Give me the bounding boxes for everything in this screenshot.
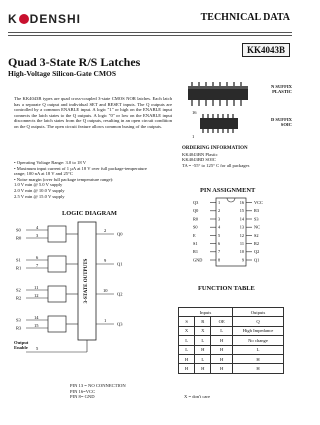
pin-number-left: 6: [218, 241, 221, 246]
table-cell: H: [195, 345, 211, 354]
table-cell: L: [179, 345, 195, 354]
output-label: Q0: [117, 231, 123, 237]
pin-number-right: 13: [239, 224, 244, 230]
latch-3: [26, 316, 114, 332]
table-cell: H: [211, 364, 233, 373]
input-pin-number: 15: [34, 323, 39, 328]
pin-name-left: S0: [193, 224, 198, 230]
pin-1-label: 1: [192, 134, 195, 139]
output-pin-number: 2: [104, 228, 107, 233]
logo-text-k: K: [8, 12, 18, 26]
pin-number-left: 7: [218, 249, 221, 255]
pin-name-right: Q1: [254, 257, 260, 263]
table-cell: H: [233, 364, 284, 373]
function-table-heading: FUNCTION TABLE: [198, 285, 255, 292]
table-cell: H: [211, 354, 233, 363]
table-row: [179, 364, 284, 373]
pin-name-right: NC: [254, 224, 260, 230]
table-row: [179, 326, 284, 335]
pin-notes: [70, 383, 126, 400]
pin-name-right: S2: [254, 232, 259, 238]
pin-name-left: GND: [193, 257, 203, 263]
feature-item: range; 100 nA at 18 V and 25°C: [14, 171, 73, 177]
table-cell: H: [195, 364, 211, 373]
output-pin-number: 10: [103, 288, 108, 293]
output-pin-number: 9: [104, 258, 107, 263]
table-cell: L: [211, 326, 233, 335]
n-type-text: PLASTIC: [272, 89, 292, 95]
column-header: R: [195, 317, 211, 326]
dont-care-note: X = don't care: [184, 394, 210, 399]
pin-16-label: 16: [192, 110, 197, 115]
input-label: S3: [16, 317, 21, 323]
pin-number-right: 15: [239, 208, 244, 214]
ic-notch-icon: [227, 198, 235, 202]
pin-note: PIN 8= GND: [70, 394, 95, 400]
table-cell: X: [179, 326, 195, 335]
table-cell: L: [179, 336, 195, 345]
feature-item: 2.5 V min @ 15.0 V supply: [14, 193, 65, 199]
pin-number-right: 12: [239, 232, 244, 238]
ordering-line: KK4043BD SOIC: [182, 157, 216, 163]
output-pin-number: 1: [104, 318, 107, 323]
pin-name-left: S1: [193, 241, 198, 246]
n-suffix-label: [271, 84, 292, 95]
table-cell: No change: [233, 336, 284, 345]
logo-text-denshi: DENSHI: [29, 12, 82, 26]
column-header: S: [179, 317, 195, 326]
pin-name-left: R0: [193, 216, 199, 222]
pin-number-left: 8: [218, 257, 221, 263]
part-number-box: KK4043B: [242, 43, 290, 57]
table-cell: H: [233, 354, 284, 363]
output-enable-label: Output Enable: [14, 340, 29, 350]
column-header: OE: [211, 317, 233, 326]
logic-diagram-heading: LOGIC DIAGRAM: [62, 210, 117, 217]
table-row: [179, 354, 284, 363]
feature-item: • Operating Voltage Range: 3.0 to 18 V: [14, 160, 87, 165]
three-state-label: 3-STATE OUTPUTS: [84, 258, 89, 304]
pin-number-left: 5: [218, 232, 221, 238]
pin-number-right: 9: [241, 257, 244, 263]
input-pin-number: 11: [34, 285, 39, 290]
output-label: Q1: [117, 261, 123, 267]
table-cell: H: [179, 364, 195, 373]
pin-name-left: Q3: [193, 200, 199, 205]
pin-number-left: 4: [218, 224, 221, 230]
page-subtitle: High-Voltage Silicon-Gate CMOS: [8, 69, 117, 78]
pin-name-left: E: [193, 232, 196, 238]
ordering-line: TA = -55° to 125° C for all packages: [182, 162, 250, 168]
input-label: R3: [16, 325, 22, 331]
input-label: S1: [16, 257, 21, 263]
enable-pin-number: 5: [36, 346, 39, 351]
table-row: [179, 345, 284, 354]
input-label: R1: [16, 265, 22, 271]
input-pin-number: 14: [34, 315, 39, 320]
pin-name-left: R1: [193, 249, 199, 255]
table-cell: H: [211, 345, 233, 354]
pin-assignment-diagram: [192, 196, 270, 270]
input-pin-number: 12: [34, 293, 39, 298]
table-cell: High Impedance: [233, 326, 284, 335]
pin-number-left: 1: [218, 200, 221, 205]
n-suffix-text: N SUFFIX: [270, 84, 292, 89]
feature-item: 1.0 V min @ 5.0 V supply: [14, 182, 63, 188]
table-cell: X: [195, 326, 211, 335]
output-label: Q3: [117, 321, 123, 327]
feature-item: • Maximum input current of 1 µA at 18 V over full package-temperature: [14, 165, 147, 171]
soic-package-icon: [200, 114, 238, 133]
pin-note: PIN 13 = NO CONNECTION: [70, 383, 126, 388]
pin-note: PIN 16=VCC: [70, 388, 96, 394]
input-label: R2: [16, 295, 22, 301]
input-pin-number: 7: [36, 263, 39, 268]
table-cell: L: [195, 354, 211, 363]
table-cell: H: [211, 336, 233, 345]
input-pin-number: 4: [36, 225, 39, 230]
page-title: Quad 3-State R/S Latches: [8, 55, 141, 69]
table-cell: L: [233, 345, 284, 354]
pin-number-right: 10: [239, 249, 244, 255]
feature-list: [14, 160, 174, 199]
description-text: The KK4043B types are quad cross-coupled 3-state CMOS NOR latches. Each latch has a separate Q output and individual SET and RESET inputs. The Q outputs are controlled by a common ENABLE input. A logic "1" or high on the ENABLE input connects the latch states to the Q outputs. A logic "0" or low on the ENABLE input disconnects the latch states from the Q outputs, resulting in an open circuit condition on the Q outputs. The open circuit feature allows common busing of the outputs.: [14, 96, 172, 129]
doc-type-label: TECHNICAL DATA: [200, 12, 290, 23]
inputs-group-header: Inputs: [179, 308, 233, 317]
header-rule: [8, 32, 292, 33]
ordering-line: KK4043BN Plastic: [182, 151, 218, 157]
latch-0: [26, 226, 114, 242]
pin-name-left: Q0: [193, 208, 199, 214]
latch-2: [26, 286, 114, 302]
function-table: [178, 307, 284, 374]
pin-name-right: S3: [254, 216, 259, 222]
input-pin-number: 6: [36, 255, 39, 260]
pin-name-right: VCC: [254, 200, 263, 205]
latch-1: [26, 256, 114, 272]
ordering-information: [182, 146, 292, 168]
output-label: Q2: [117, 291, 123, 297]
d-suffix-label: [271, 117, 292, 128]
table-cell: H: [179, 354, 195, 363]
pin-name-right: R2: [254, 241, 260, 246]
header-rule-2: [8, 35, 292, 36]
pin-number-right: 16: [239, 200, 244, 205]
pin-name-right: Q2: [254, 249, 260, 255]
pin-number-right: 11: [239, 241, 244, 246]
d-suffix-text: D SUFFIX: [270, 117, 292, 122]
pin-name-right: R3: [254, 208, 260, 214]
d-type-text: SOIC: [280, 122, 292, 128]
feature-item: 2.0 V min @ 10.0 V supply: [14, 187, 65, 193]
ordering-heading: ORDERING INFORMATION: [182, 146, 248, 151]
dip-package-icon: [188, 82, 248, 106]
pin-number-left: 3: [218, 216, 221, 222]
feature-item: • Noise margin (over full package temperature range):: [14, 176, 114, 182]
logo-mark-icon: [19, 14, 29, 24]
input-label: R0: [16, 235, 22, 241]
table-row: [179, 336, 284, 345]
pin-number-right: 14: [239, 216, 244, 222]
outputs-group-header: Outputs: [233, 308, 284, 317]
pin-assignment-heading: PIN ASSIGNMENT: [200, 187, 256, 194]
input-label: S0: [16, 227, 21, 233]
input-label: S2: [16, 287, 21, 293]
column-header: Q: [233, 317, 284, 326]
pin-number-left: 2: [218, 208, 221, 214]
input-pin-number: 3: [36, 233, 39, 238]
table-cell: L: [195, 336, 211, 345]
company-logo: [8, 12, 81, 26]
